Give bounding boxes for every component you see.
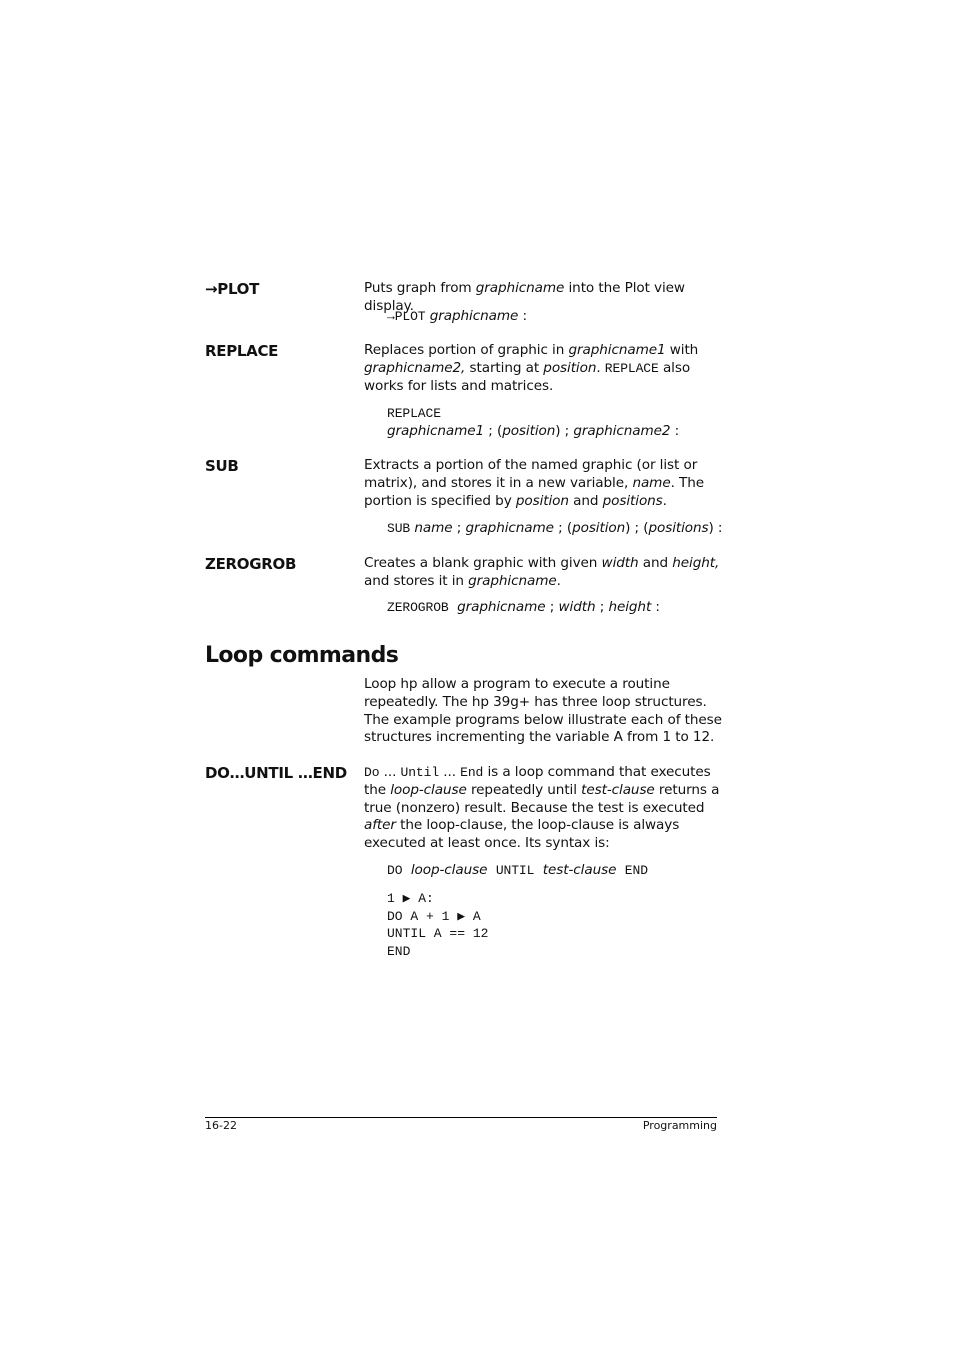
desc-do-until-end: Do ... Until ... End is a loop command that executes the loop-clause repeatedly until test-clause returns a true (nonzero) result. Because the test is executed after the loop-clause, the loop-clause is always executed at least once. Its syntax is: bbox=[364, 764, 720, 852]
footer-rule bbox=[205, 1117, 717, 1118]
section-intro: Loop hp allow a program to execute a routine repeatedly. The hp 39g+ has three loop structures. The example programs below illustrate each of these structures incrementing the variable A from 1 to 12. bbox=[364, 676, 722, 746]
chapter-name: Programming bbox=[642, 1119, 717, 1132]
syntax-do-until-end: DO loop-clause UNTIL test-clause END bbox=[387, 862, 648, 878]
desc-plot: Puts graph from graphicname into the Plot view display. bbox=[364, 280, 685, 314]
desc-zerogrob: Creates a blank graphic with given width and height, and stores it in graphicname. bbox=[364, 555, 720, 589]
term-plot: →PLOT bbox=[205, 280, 260, 298]
desc-replace: Replaces portion of graphic in graphicname1 with graphicname2, starting at position. REPLACE also works for lists and matrices. bbox=[364, 342, 699, 394]
term-do-until-end: DO…UNTIL …END bbox=[205, 764, 347, 782]
example-code: 1 ▶ A: DO A + 1 ▶ A UNTIL A == 12 END bbox=[387, 891, 489, 959]
page-number: 16-22 bbox=[205, 1119, 237, 1132]
syntax-sub: SUB name ; graphicname ; (position) ; (positions) : bbox=[387, 520, 723, 536]
syntax-replace: REPLACE graphicname1 ; (position) ; graphicname2 : bbox=[387, 406, 680, 439]
term-sub: SUB bbox=[205, 457, 239, 475]
section-title: Loop commands bbox=[205, 643, 399, 668]
syntax-zerogrob: ZEROGROB graphicname ; width ; height : bbox=[387, 599, 660, 615]
term-replace: REPLACE bbox=[205, 342, 279, 360]
syntax-plot: →PLOT graphicname : bbox=[387, 308, 527, 324]
desc-sub: Extracts a portion of the named graphic (or list or matrix), and stores it in a new variable, name. The portion is specified by position and positions. bbox=[364, 457, 705, 509]
term-zerogrob: ZEROGROB bbox=[205, 555, 297, 573]
